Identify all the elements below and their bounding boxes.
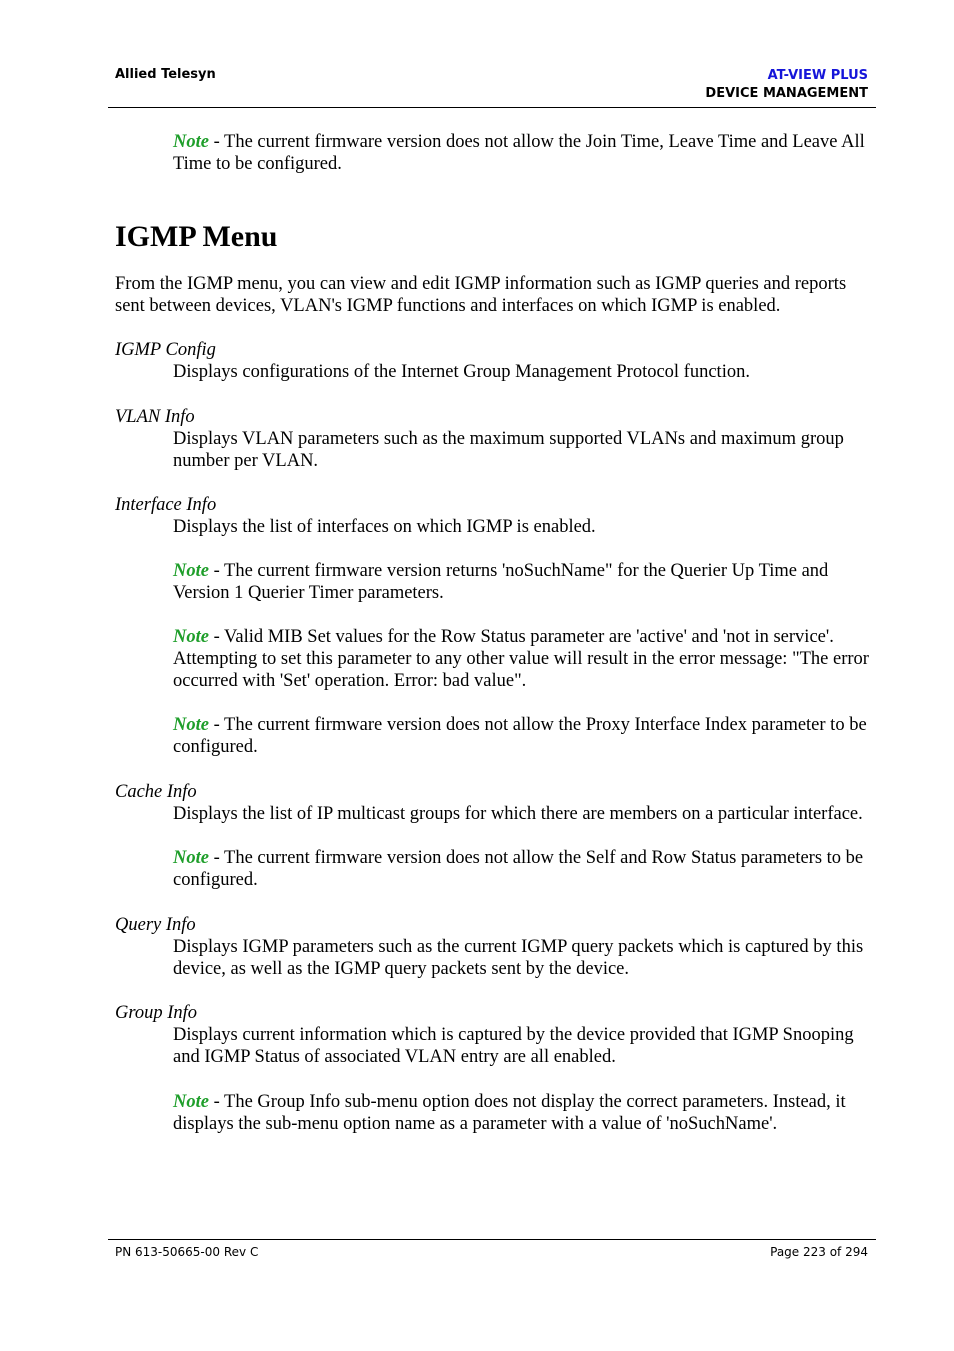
- note-label: Note: [173, 1092, 209, 1112]
- header-product: AT-VIEW PLUS: [767, 68, 868, 83]
- note-label: Note: [173, 561, 209, 581]
- desc-vlan-info: Displays VLAN parameters such as the maximum supported VLANs and maximum group number per VLAN.: [173, 429, 844, 471]
- footer-page-number: Page 223 of 294: [770, 1245, 868, 1259]
- term-vlan-info: VLAN Info: [115, 407, 195, 427]
- note-label: Note: [173, 132, 209, 152]
- note-interface-info-1: Note - The current firmware version returns 'noSuchName" for the Querier Up Time and Version 1 Querier Timer parameters.: [173, 561, 829, 603]
- intro-paragraph: From the IGMP menu, you can view and edit IGMP information such as IGMP queries and reports sent between devices, VLAN's IGMP functions and interfaces on which IGMP is enabled.: [115, 274, 847, 316]
- desc-igmp-config: Displays configurations of the Internet Group Management Protocol function.: [173, 362, 750, 382]
- header-section: DEVICE MANAGEMENT: [705, 86, 868, 101]
- desc-cache-info: Displays the list of IP multicast groups for which there are members on a particular interface.: [173, 804, 863, 824]
- page-content: [115, 131, 875, 1135]
- note-cache-info: Note - The current firmware version does not allow the Self and Row Status parameters to be configured.: [173, 848, 864, 890]
- note-label: Note: [173, 848, 209, 868]
- note-group-info: Note - The Group Info sub-menu option does not display the correct parameters. Instead, it displays the sub-menu option name as a parameter with a value of 'noSuchName'.: [173, 1092, 846, 1134]
- footer-rule: [108, 1239, 876, 1240]
- term-query-info: Query Info: [115, 915, 196, 935]
- term-group-info: Group Info: [115, 1003, 198, 1023]
- term-cache-info: Cache Info: [115, 782, 197, 802]
- term-igmp-config: IGMP Config: [115, 340, 216, 360]
- footer-part-number: PN 613-50665-00 Rev C: [115, 1245, 259, 1259]
- note-interface-info-3: Note - The current firmware version does not allow the Proxy Interface Index parameter to be configured.: [173, 715, 867, 757]
- note-interface-info-2: Note - Valid MIB Set values for the Row Status parameter are 'active' and 'not in service'. Attempting to set this parameter to any other value will result in the error message: "The error occurred with 'Set' operation. Error: bad value".: [173, 627, 869, 691]
- note-label: Note: [173, 627, 209, 647]
- header-rule: [108, 107, 876, 108]
- desc-interface-info: Displays the list of interfaces on which IGMP is enabled.: [173, 517, 596, 537]
- header-title-block: [705, 67, 868, 103]
- note-label: Note: [173, 715, 209, 735]
- header-company: Allied Telesyn: [115, 67, 216, 82]
- term-interface-info: Interface Info: [115, 495, 217, 515]
- page-title: IGMP Menu: [115, 220, 278, 253]
- desc-query-info: Displays IGMP parameters such as the current IGMP query packets which is captured by this device, as well as the IGMP query packets sent by the device.: [173, 937, 864, 979]
- top-note: Note - The current firmware version does not allow the Join Time, Leave Time and Leave All Time to be configured.: [173, 132, 865, 174]
- desc-group-info: Displays current information which is captured by the device provided that IGMP Snooping and IGMP Status of associated VLAN entry are all enabled.: [173, 1025, 854, 1067]
